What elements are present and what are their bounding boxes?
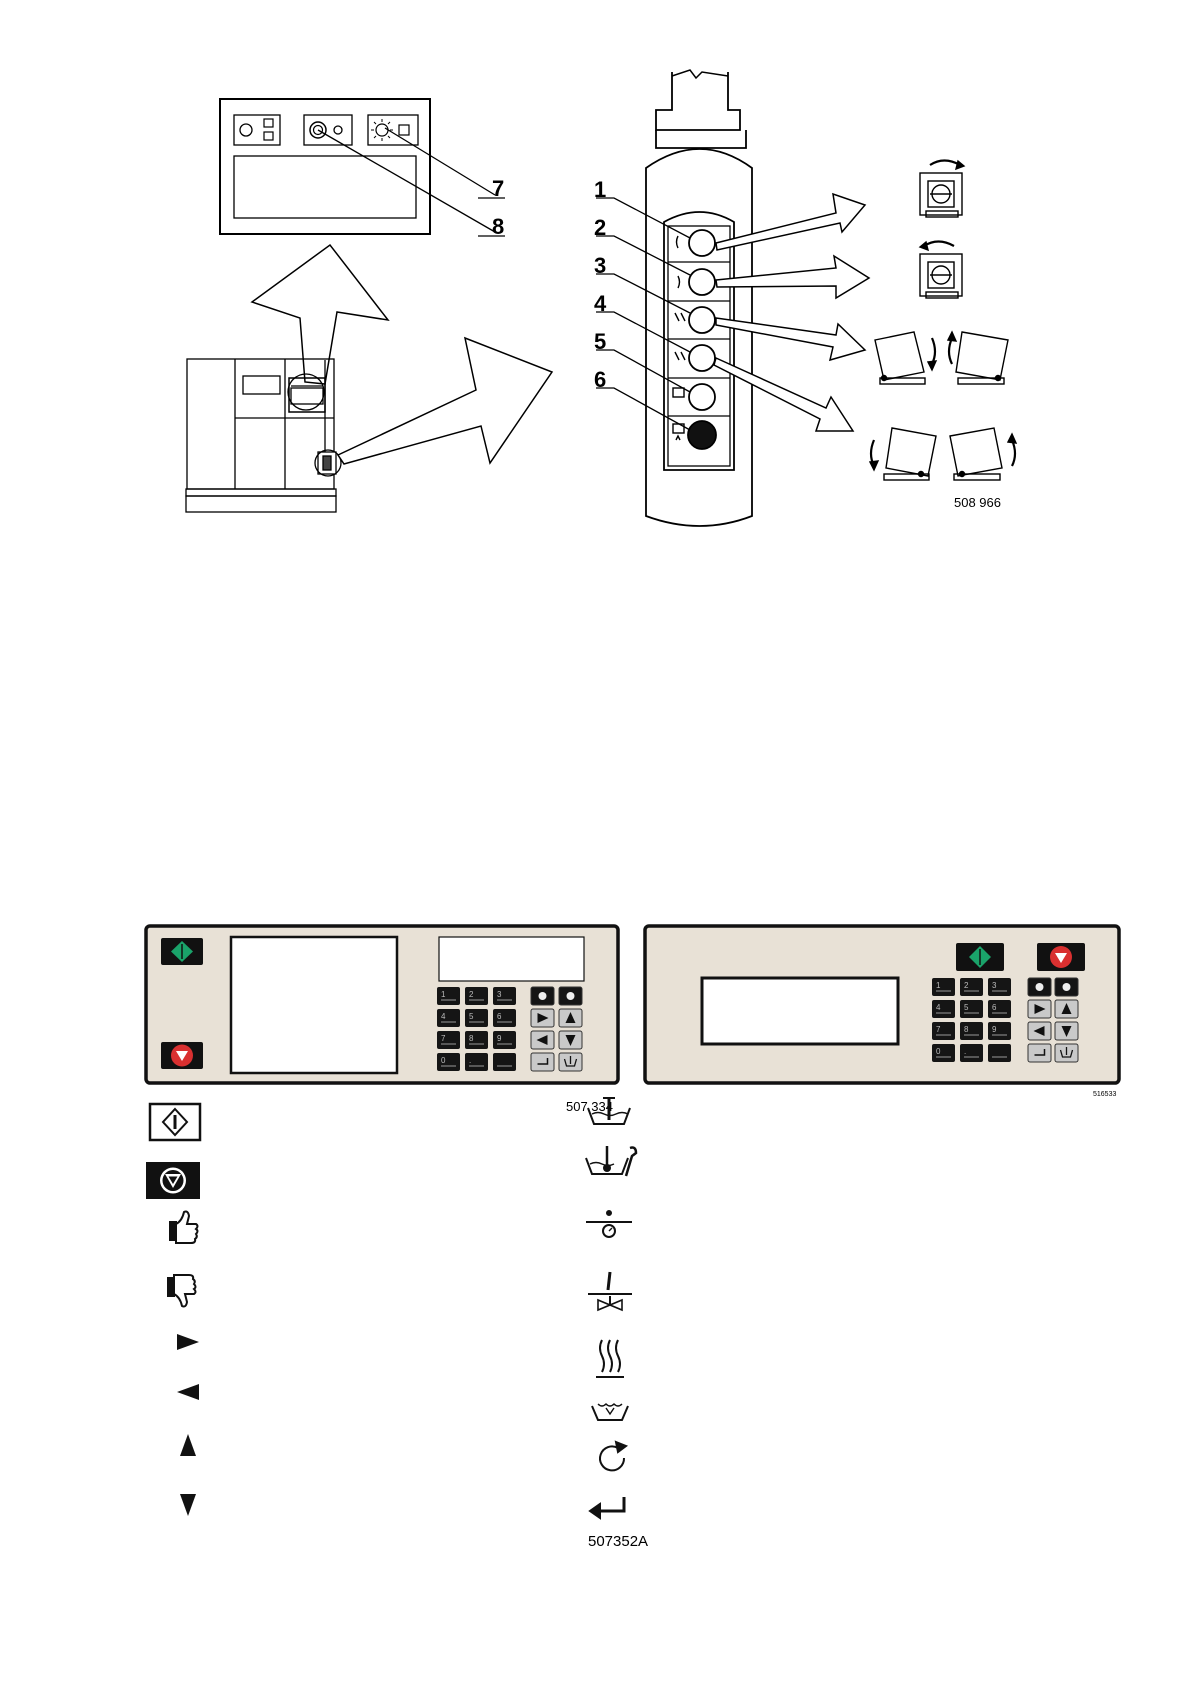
svg-text:.: . [469, 1056, 472, 1065]
pendant-button-2 [689, 269, 715, 295]
callout-8: 8 [492, 214, 505, 239]
svg-text:2: 2 [964, 981, 969, 990]
enter-key [531, 1053, 554, 1071]
svg-text:3: 3 [497, 990, 502, 999]
thumb-down-key [1055, 978, 1078, 996]
keypad-left-key [465, 1031, 488, 1049]
tilt-back-lower-icon [950, 428, 1016, 480]
keypad-left-key [493, 987, 516, 1005]
rotate-ccw-icon [920, 242, 962, 299]
svg-text:5: 5 [964, 1003, 969, 1012]
svg-text:9: 9 [992, 1025, 997, 1034]
display-screen-left [231, 937, 397, 1073]
keypad-right-key [988, 978, 1011, 996]
timer-icon [586, 1211, 632, 1237]
pendant-emergency-stop [688, 421, 716, 449]
keypad-right-key [960, 1000, 983, 1018]
svg-text:7: 7 [936, 1025, 941, 1034]
pendant-button-5 [689, 384, 715, 410]
figure-code-legend: 507352A [588, 1533, 649, 1550]
svg-text:4: 4 [441, 1012, 446, 1021]
svg-text:8: 8 [964, 1025, 969, 1034]
keypad-left-key [437, 1009, 460, 1027]
start-icon [150, 1104, 200, 1140]
detergent-icon [592, 1404, 628, 1420]
svg-text:2: 2 [469, 990, 474, 999]
keypad-left-key [493, 1053, 516, 1071]
pendant-callouts [594, 177, 607, 392]
arrow-right-icon [177, 1334, 199, 1350]
callout-7: 7 [492, 176, 505, 201]
figure-code-top: 508 966 [954, 495, 1001, 510]
enter-key [1028, 1044, 1051, 1062]
svg-text:3: 3 [992, 981, 997, 990]
down-key [1055, 1022, 1078, 1040]
callout-4: 4 [594, 291, 607, 316]
enter-icon [590, 1497, 624, 1518]
keypad-left-key [465, 987, 488, 1005]
keypad-right-key [988, 1000, 1011, 1018]
up-key [1055, 1000, 1078, 1018]
control-box-detail [220, 99, 505, 236]
svg-text:0: 0 [936, 1047, 941, 1056]
stop-icon [146, 1162, 200, 1199]
rotation-icon [600, 1442, 626, 1470]
svg-text:8: 8 [469, 1034, 474, 1043]
callout-2: 2 [594, 215, 607, 240]
svg-text:7: 7 [441, 1034, 446, 1043]
thumb-down-key [559, 987, 582, 1005]
down-key [559, 1031, 582, 1049]
display-strip-left [439, 937, 584, 981]
figure-code-left-panel: 507 334 [566, 1099, 613, 1114]
svg-text:1: 1 [441, 990, 446, 999]
keypad-left-key [437, 1031, 460, 1049]
service-key [1055, 1044, 1078, 1062]
drain-valve-icon [588, 1272, 632, 1310]
svg-text:6: 6 [992, 1003, 997, 1012]
left-key [1028, 1022, 1051, 1040]
tilt-forward-lower-icon [870, 428, 936, 480]
pendant-button-4 [689, 345, 715, 371]
keypad-left-key [437, 1053, 460, 1071]
zoom-arrow-diagonal [338, 338, 552, 464]
keypad-right-key [960, 978, 983, 996]
callout-1: 1 [594, 177, 607, 202]
svg-text:6: 6 [497, 1012, 502, 1021]
thumbs-down-icon [168, 1275, 196, 1307]
arrow-up-icon [180, 1434, 196, 1456]
keypad-right-key [960, 1022, 983, 1040]
svg-text:0: 0 [441, 1056, 446, 1065]
keypad-right-key [960, 1044, 983, 1062]
arrow-left-icon [177, 1384, 199, 1400]
heating-icon [596, 1340, 624, 1377]
svg-text:.: . [964, 1047, 967, 1056]
keypad-right-key [988, 1044, 1011, 1062]
legend-left-column [146, 1104, 200, 1516]
service-key [559, 1053, 582, 1071]
svg-text:9: 9 [497, 1034, 502, 1043]
right-key [1028, 1000, 1051, 1018]
left-key [531, 1031, 554, 1049]
function-arrows [714, 194, 869, 431]
keypad-left-key [437, 987, 460, 1005]
pendant-button-3 [689, 307, 715, 333]
tilt-back-icon [948, 332, 1008, 384]
keypad-right-key [932, 978, 955, 996]
keypad-right-key [988, 1022, 1011, 1040]
callout-3: 3 [594, 253, 607, 278]
keypad-right-key [932, 1000, 955, 1018]
figure-code-right-panel: 516533 [1093, 1091, 1117, 1098]
keypad-left-key [465, 1053, 488, 1071]
callout-6: 6 [594, 367, 607, 392]
pendant-button-1 [689, 230, 715, 256]
right-key [531, 1009, 554, 1027]
zoom-arrow-up [252, 245, 388, 384]
keypad-left-key [493, 1031, 516, 1049]
thumb-up-key [1028, 978, 1051, 996]
arrow-down-icon [180, 1494, 196, 1516]
rotate-cw-icon [920, 161, 964, 218]
svg-text:1: 1 [936, 981, 941, 990]
svg-text:5: 5 [469, 1012, 474, 1021]
legend-right-column [586, 1098, 636, 1518]
tilt-forward-icon [875, 332, 936, 384]
keypad-left-key [493, 1009, 516, 1027]
keypad-right-key [932, 1022, 955, 1040]
keypad-left-key [465, 1009, 488, 1027]
up-key [559, 1009, 582, 1027]
keypad-right-key [932, 1044, 955, 1062]
thumb-up-key [531, 987, 554, 1005]
svg-text:4: 4 [936, 1003, 941, 1012]
callout-5: 5 [594, 329, 607, 354]
temperature-service-icon [586, 1146, 636, 1176]
display-screen-right [702, 978, 898, 1044]
thumbs-up-icon [170, 1212, 198, 1244]
